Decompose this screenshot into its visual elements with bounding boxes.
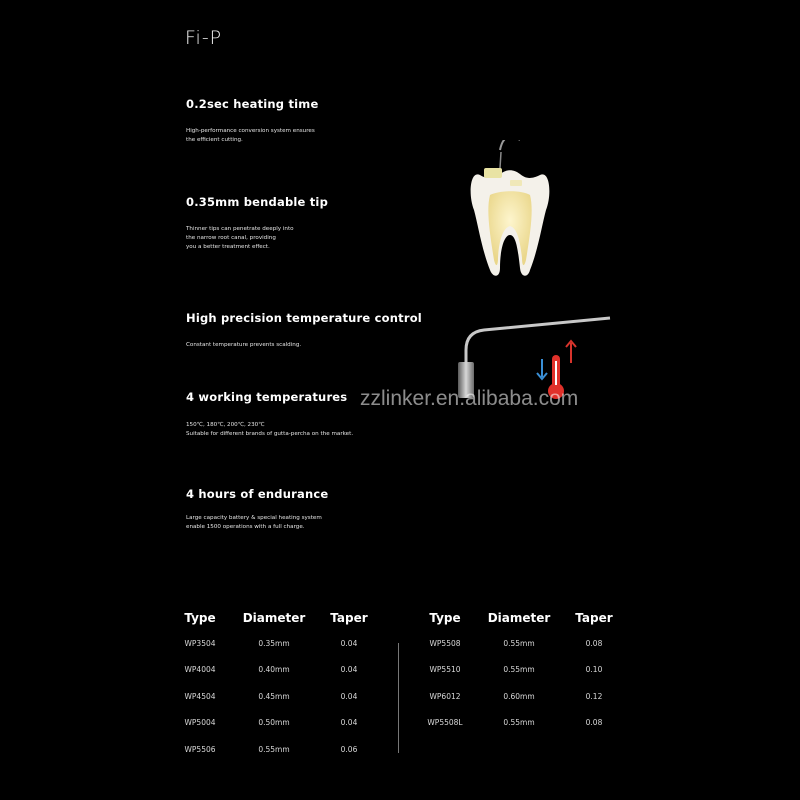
cell-diameter: 0.55mm [258, 744, 290, 754]
cell-diameter: 0.45mm [258, 691, 290, 701]
feature-desc-temperature-control [186, 341, 301, 350]
feature-heading-temperature-control: High precision temperature control [186, 311, 422, 325]
header-diameter: Diameter [242, 611, 306, 625]
table-row [415, 710, 625, 737]
feature-heading-heating-time: 0.2sec heating time [186, 97, 319, 111]
feature-heading-endurance: 4 hours of endurance [186, 487, 329, 501]
feature-heading-working-temperatures: 4 working temperatures [186, 390, 348, 404]
feature-desc-line: 150℃, 180℃, 200℃, 230℃ [186, 422, 265, 428]
header-type: Type [184, 611, 216, 625]
cell-taper: 0.04 [340, 665, 358, 675]
table-row [170, 657, 380, 684]
cell-type: WP4504 [184, 691, 216, 701]
spec-table-right [415, 606, 625, 736]
cell-diameter: 0.55mm [503, 665, 535, 675]
cell-taper: 0.12 [585, 691, 603, 701]
cell-diameter: 0.40mm [258, 665, 290, 675]
tooth-illustration [460, 140, 560, 285]
cell-taper: 0.08 [585, 638, 603, 648]
table-row [170, 683, 380, 710]
table-row [170, 736, 380, 763]
header-taper: Taper [575, 611, 613, 625]
table-header-row [415, 606, 625, 630]
table-row [415, 630, 625, 657]
cell-taper: 0.06 [340, 744, 358, 754]
feature-desc-line: the efficient cutting. [186, 137, 243, 143]
cell-taper: 0.04 [340, 718, 358, 728]
feature-desc-line: Constant temperature prevents scalding. [186, 342, 302, 348]
cell-type: WP6012 [429, 691, 461, 701]
table-row [170, 630, 380, 657]
watermark: zzlinker.en.alibaba.com [360, 387, 579, 410]
table-row [170, 710, 380, 737]
cell-diameter: 0.55mm [503, 638, 535, 648]
cell-type: WP5508L [427, 718, 463, 728]
cell-diameter: 0.60mm [503, 691, 535, 701]
header-taper: Taper [330, 611, 368, 625]
cell-type: WP5508 [429, 638, 461, 648]
arrow-up-icon [534, 335, 535, 336]
cell-type: WP5510 [429, 665, 461, 675]
feature-desc-line: Thinner tips can penetrate deeply into [186, 226, 294, 232]
cell-type: WP3504 [184, 638, 216, 648]
cell-diameter: 0.35mm [258, 638, 290, 648]
table-row [415, 657, 625, 684]
cell-taper: 0.04 [340, 638, 358, 648]
feature-desc-line: Suitable for different brands of gutta-percha on the market. [186, 431, 354, 437]
cell-taper: 0.08 [585, 718, 603, 728]
feature-desc-bendable-tip [186, 225, 294, 252]
cell-type: WP5506 [184, 744, 216, 754]
cell-taper: 0.04 [340, 691, 358, 701]
feature-desc-line: you a better treatment effect. [186, 244, 270, 250]
page-title: Fi-P [185, 27, 223, 49]
cell-taper: 0.10 [585, 665, 603, 675]
cell-type: WP4004 [184, 665, 216, 675]
feature-desc-working-temperatures [186, 421, 353, 439]
feature-desc-line: High-performance conversion system ensures [186, 128, 315, 134]
header-type: Type [429, 611, 461, 625]
feature-desc-line: Large capacity battery & special heating system [186, 515, 322, 521]
feature-desc-line: the narrow root canal, providing [186, 235, 276, 241]
cell-diameter: 0.55mm [503, 718, 535, 728]
feature-heading-bendable-tip: 0.35mm bendable tip [186, 195, 329, 209]
cell-diameter: 0.50mm [258, 718, 290, 728]
feature-desc-line: enable 1500 operations with a full charge. [186, 524, 305, 530]
header-diameter: Diameter [487, 611, 551, 625]
feature-desc-endurance [186, 514, 322, 532]
table-row [415, 683, 625, 710]
spec-table-left [170, 606, 380, 763]
feature-desc-heating-time [186, 127, 315, 145]
table-header-row [170, 606, 380, 630]
table-divider [398, 643, 399, 753]
cell-type: WP5004 [184, 718, 216, 728]
